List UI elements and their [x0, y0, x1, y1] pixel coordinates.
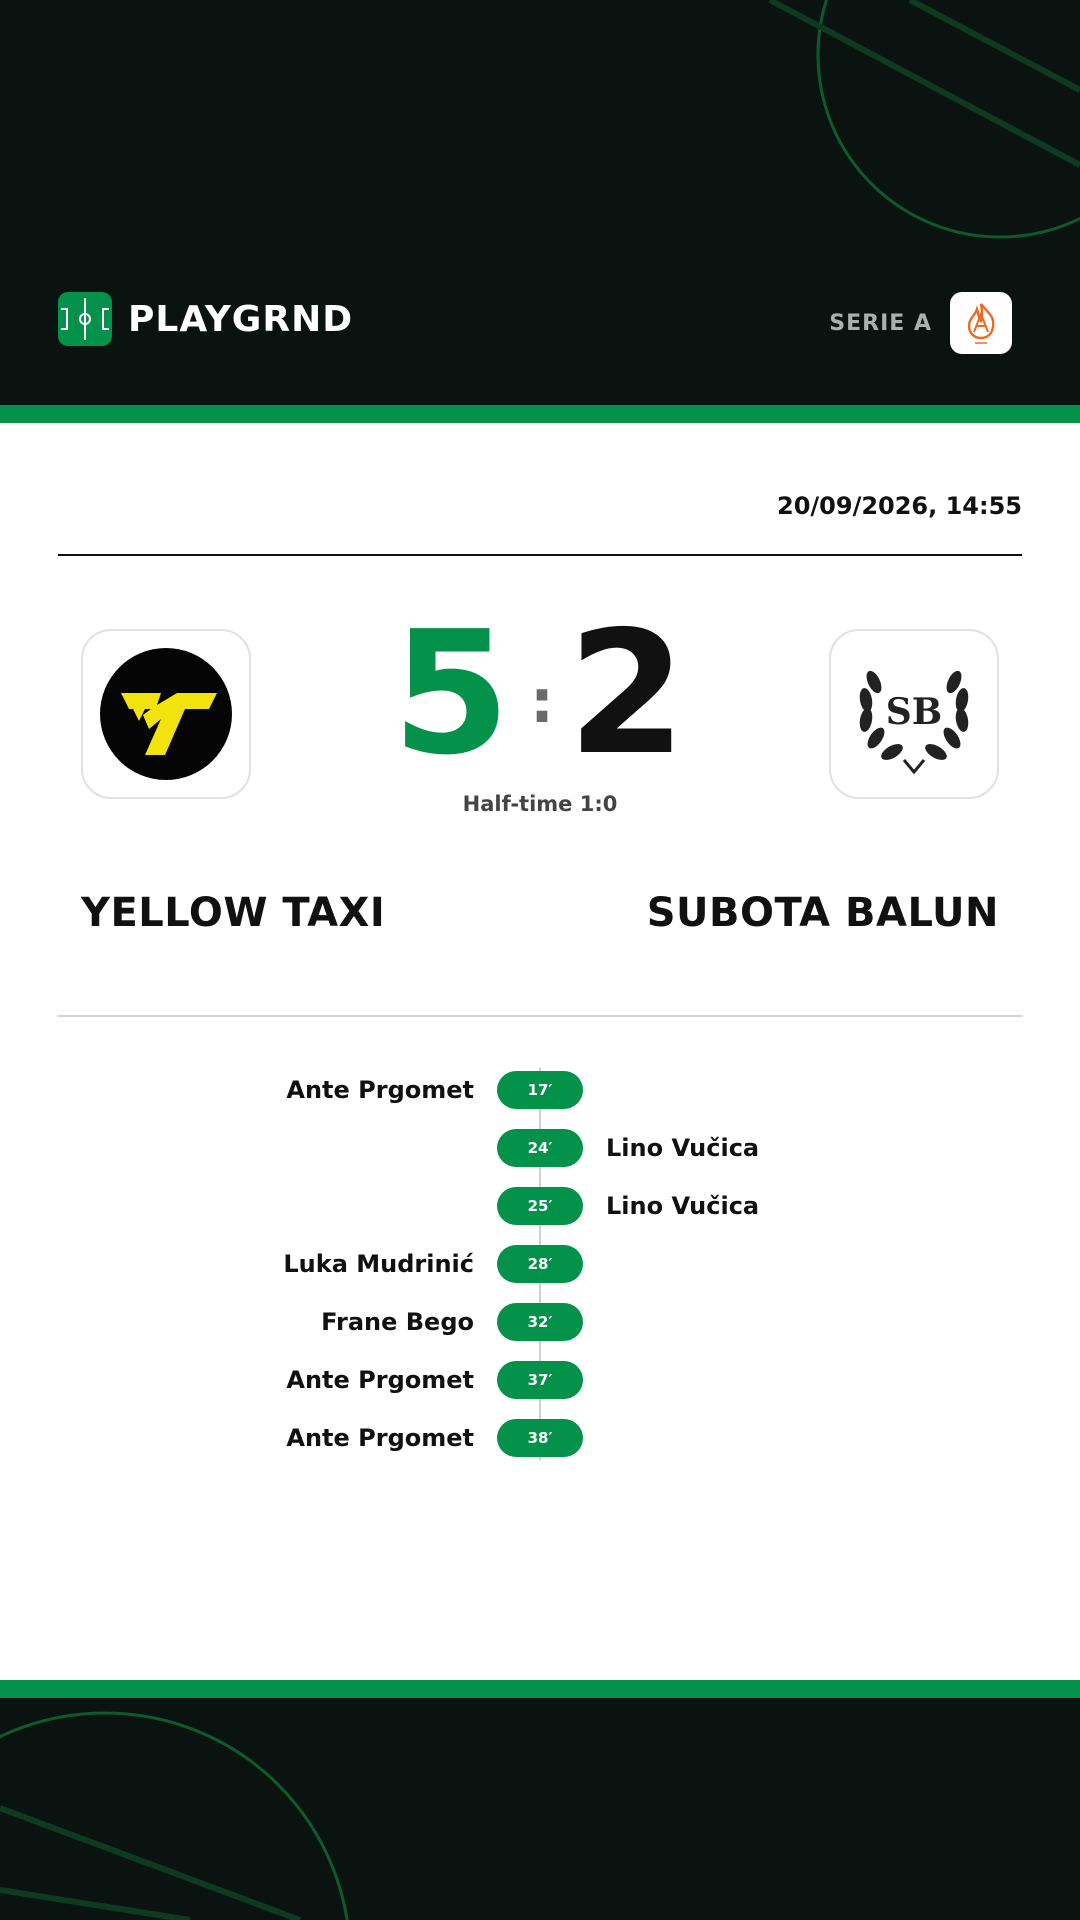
header-band	[0, 0, 1080, 405]
halftime-score: Half-time 1:0	[462, 792, 618, 816]
goal-minute-badge: 17′	[497, 1071, 583, 1109]
home-scorer: Ante Prgomet	[286, 1076, 474, 1104]
league	[829, 292, 1012, 354]
accent-stripe-top	[0, 405, 1080, 423]
goal-minute-badge: 37′	[497, 1361, 583, 1399]
goal-row	[0, 1070, 1080, 1110]
football-pitch-icon	[58, 292, 112, 346]
away-team-crest	[829, 629, 999, 799]
goal-row	[0, 1418, 1080, 1458]
goal-minute-badge: 24′	[497, 1129, 583, 1167]
accent-stripe-bottom	[0, 1680, 1080, 1698]
goal-minute-badge: 25′	[497, 1187, 583, 1225]
goal-minute-badge: 38′	[497, 1419, 583, 1457]
away-scorer: Lino Vučica	[606, 1192, 760, 1220]
away-team-name: SUBOTA BALUN	[646, 890, 999, 936]
goal-row	[0, 1244, 1080, 1284]
brand	[58, 292, 353, 346]
brand-name: PLAYGRND	[128, 298, 354, 340]
subota-balun-crest	[844, 652, 984, 776]
home-scorer: Frane Bego	[321, 1308, 474, 1336]
league-name: SERIE A	[829, 310, 932, 336]
scoreboard	[340, 595, 740, 793]
goal-row	[0, 1360, 1080, 1400]
home-score: 5	[392, 595, 511, 793]
home-scorer: Ante Prgomet	[286, 1424, 474, 1452]
goal-row	[0, 1128, 1080, 1168]
home-scorer: Luka Mudrinić	[283, 1250, 474, 1278]
divider	[58, 1015, 1022, 1017]
pitch-lines-decoration	[0, 1698, 1080, 1920]
divider	[58, 554, 1022, 556]
goal-minute-badge: 28′	[497, 1245, 583, 1283]
home-team-crest	[81, 629, 251, 799]
yellow-taxi-crest	[99, 647, 233, 781]
goal-row	[0, 1302, 1080, 1342]
svg-text:SB: SB	[885, 691, 943, 733]
goal-row	[0, 1186, 1080, 1226]
score-separator: :	[530, 667, 554, 737]
match-datetime: 20/09/2026, 14:55	[777, 492, 1022, 520]
home-team-name: YELLOW TAXI	[81, 890, 386, 936]
home-scorer: Ante Prgomet	[286, 1366, 474, 1394]
league-flame-logo	[950, 292, 1012, 354]
goal-minute-badge: 32′	[497, 1303, 583, 1341]
footer-band	[0, 1698, 1080, 1920]
away-scorer: Lino Vučica	[606, 1134, 760, 1162]
away-score: 2	[567, 595, 686, 793]
